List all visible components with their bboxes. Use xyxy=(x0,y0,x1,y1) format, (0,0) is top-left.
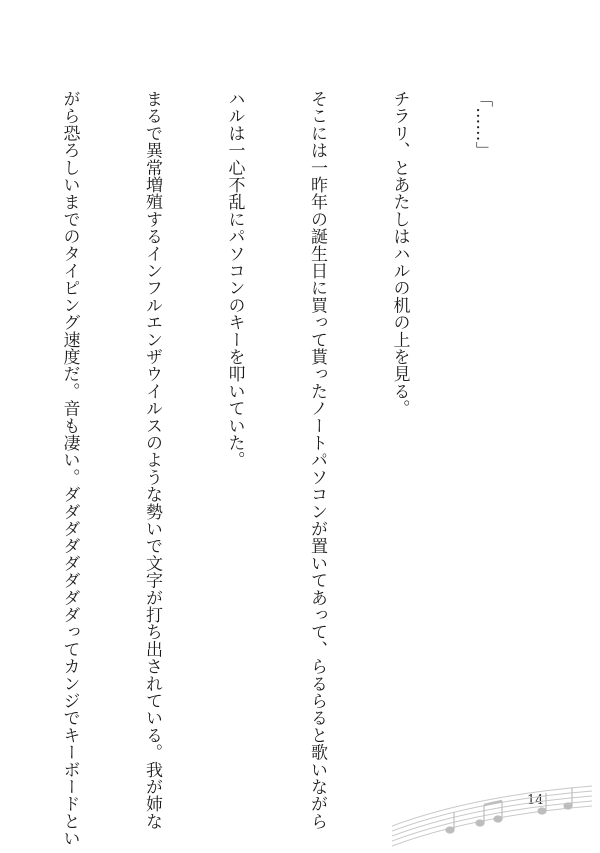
text-line: ハルは一心不乱にパソコンのキーを叩いていた。 xyxy=(224,90,245,469)
text-line: まるで異常増殖するインフルエンザウイルスのような勢いで文字が打ち出されている。我が姉な xyxy=(142,90,162,830)
page-number: 14 xyxy=(527,793,544,808)
text-line: そこには一昨年の誕生日に買って貰ったノートパソコンが置いてあって、らるらると歌いながら xyxy=(307,90,327,830)
text-line: 「……」 xyxy=(472,90,492,159)
text-line: チラリ、とあたしはハルの机の上を見る。 xyxy=(389,90,410,417)
music-staff-decoration xyxy=(392,780,592,850)
text-line: がら恐ろしいまでのタイピング速度だ。音も凄い。ダダダダダダダダってカンジでキーボードとい xyxy=(59,90,80,847)
